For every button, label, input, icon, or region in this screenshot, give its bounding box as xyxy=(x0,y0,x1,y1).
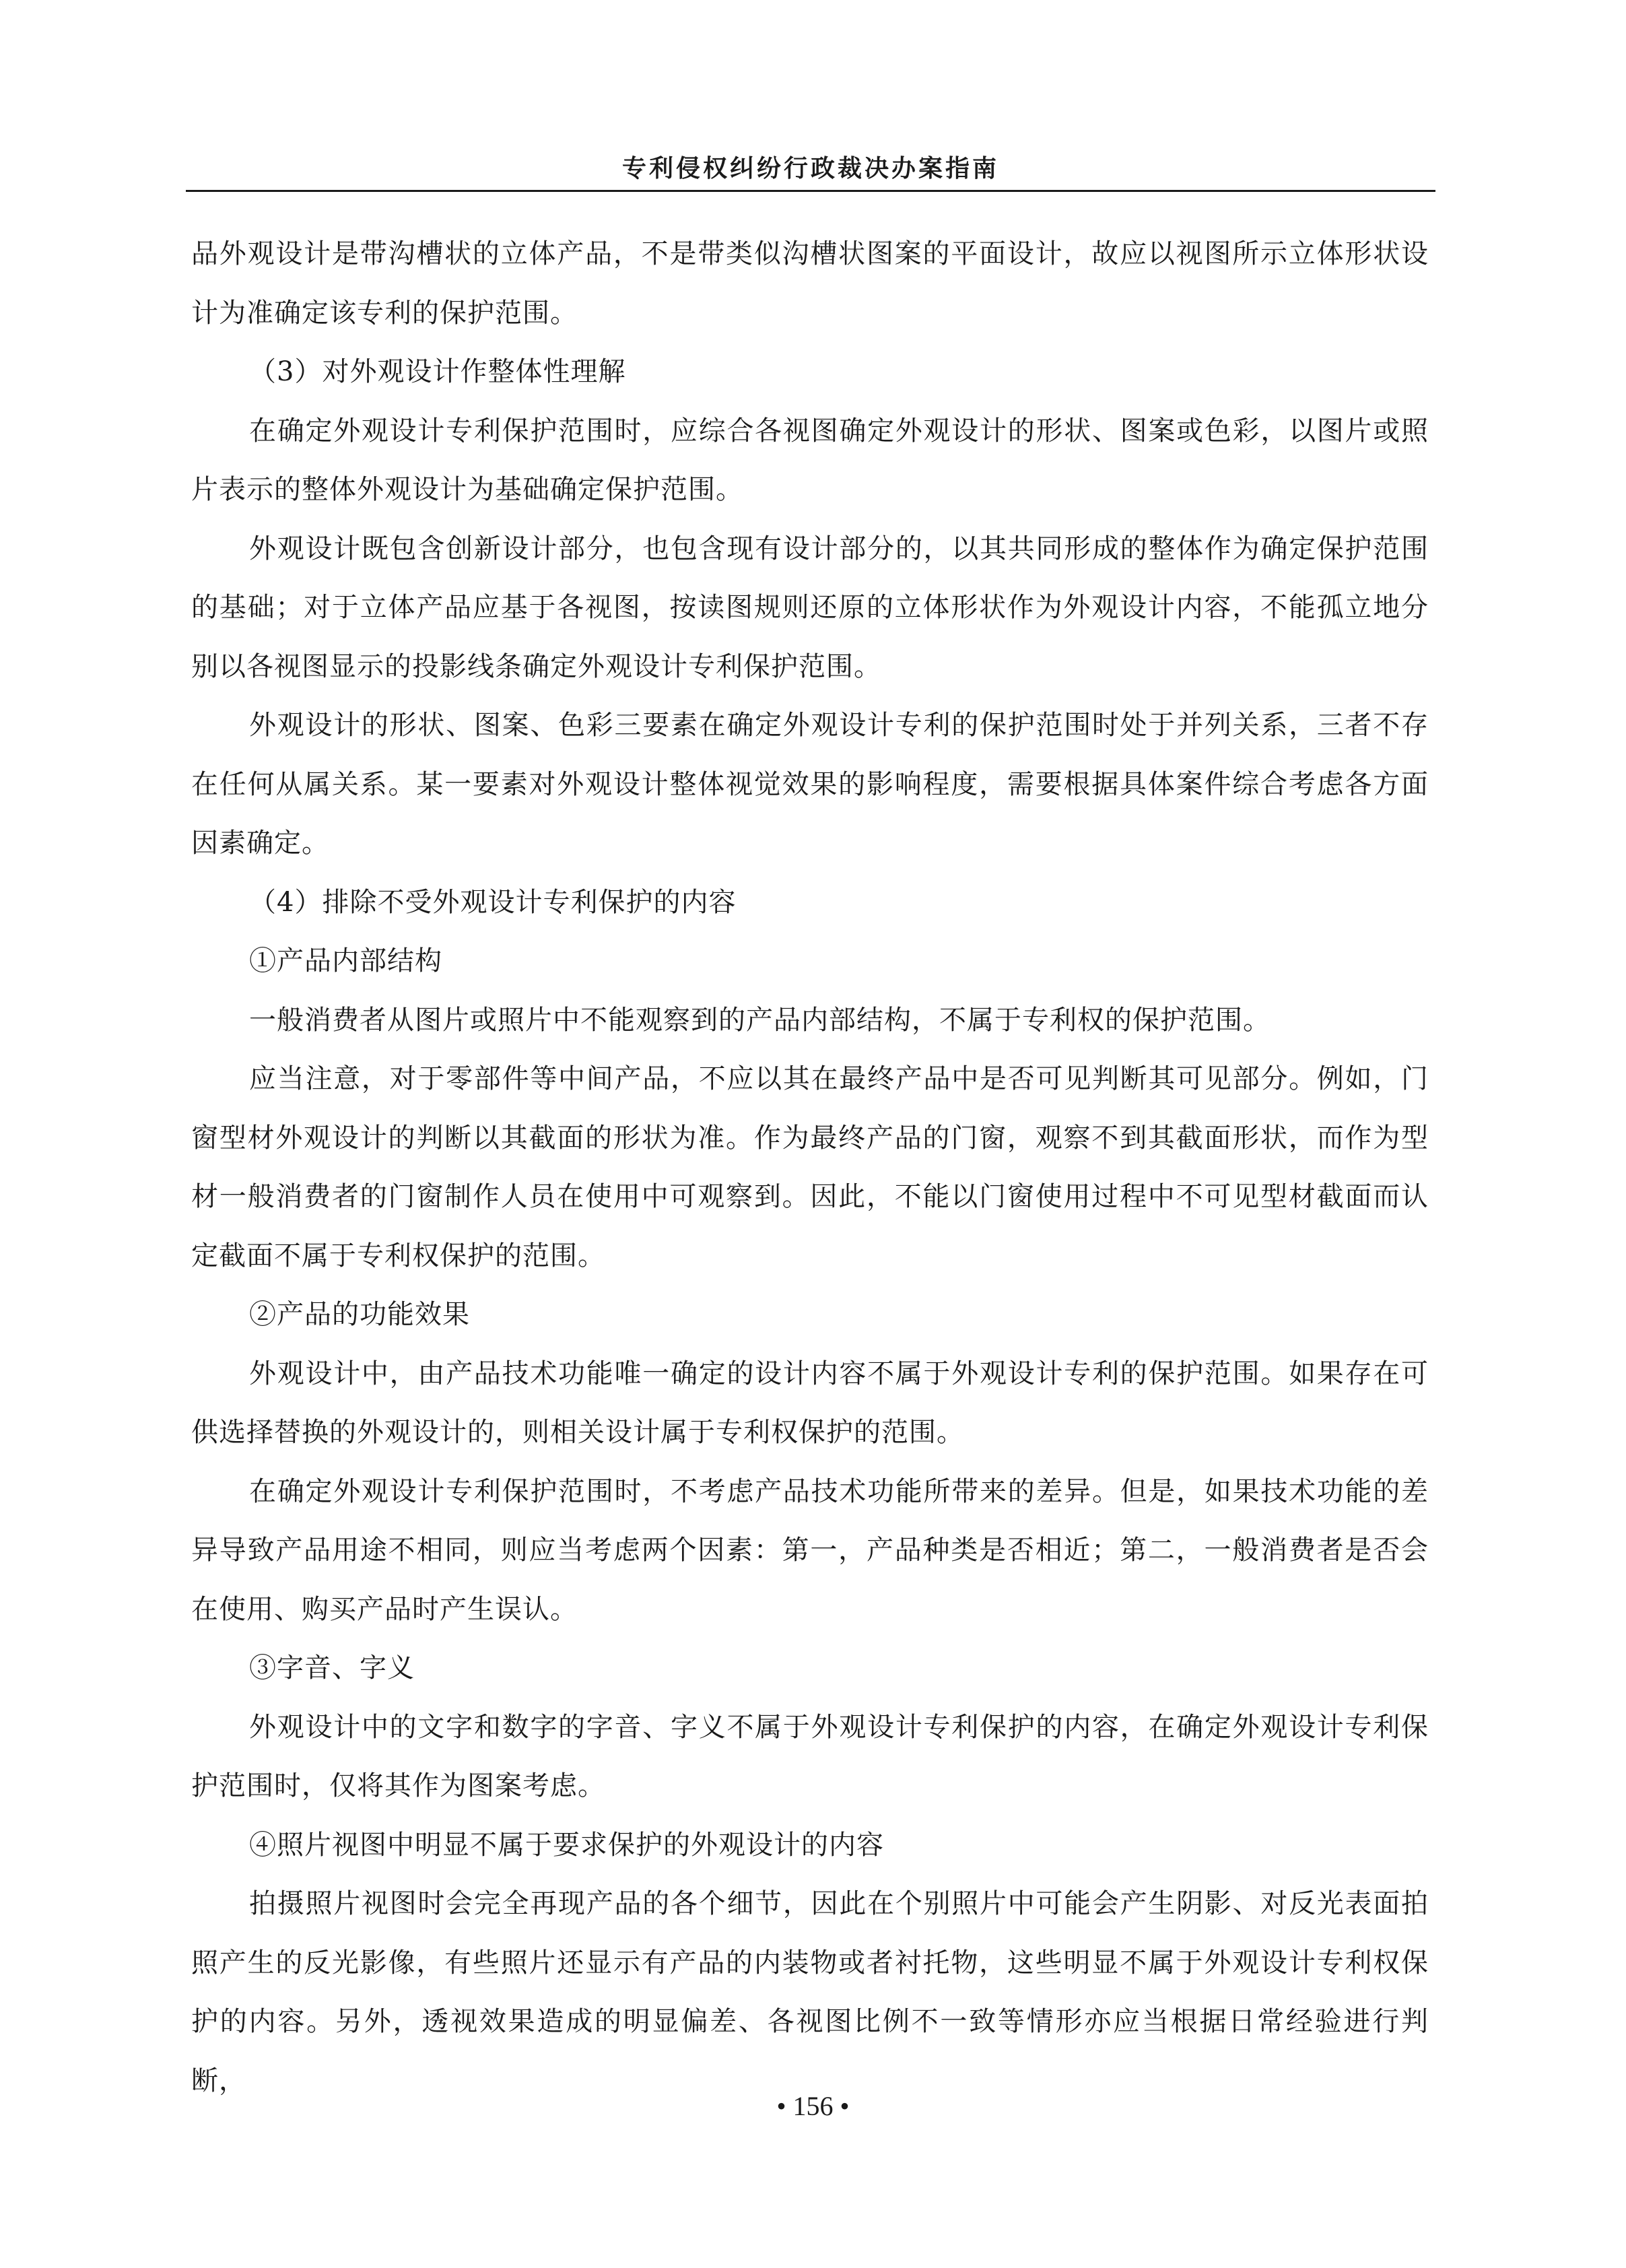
body-text xyxy=(191,225,1429,2110)
paragraph: 外观设计既包含创新设计部分，也包含现有设计部分的，以其共同形成的整体作为确定保护范围的基础；对于立体产品应基于各视图，按读图规则还原的立体形状作为外观设计内容，不能孤立地分别以各视图显示的投影线条确定外观设计专利保护范围。 xyxy=(191,533,1429,682)
paragraph: 一般消费者从图片或照片中不能观察到的产品内部结构，不属于专利权的保护范围。 xyxy=(249,1004,1271,1036)
header-rule xyxy=(186,190,1435,192)
paragraph: 拍摄照片视图时会完全再现产品的各个细节，因此在个别照片中可能会产生阴影、对反光表面拍照产生的反光影像，有些照片还显示有产品的内装物或者衬托物，这些明显不属于外观设计专利权保护的内容。另外，透视效果造成的明显偏差、各视图比例不一致等情形亦应当根据日常经验进行判断， xyxy=(191,1888,1429,2096)
paragraph: 外观设计中的文字和数字的字音、字义不属于外观设计专利保护的内容，在确定外观设计专利保护范围时，仅将其作为图案考虑。 xyxy=(191,1711,1429,1801)
paragraph: 外观设计的形状、图案、色彩三要素在确定外观设计专利的保护范围时处于并列关系，三者不存在任何从属关系。某一要素对外观设计整体视觉效果的影响程度，需要根据具体案件综合考虑各方面因素确定。 xyxy=(191,710,1429,859)
subsection-heading: ③字音、字义 xyxy=(249,1653,415,1683)
paragraph: 品外观设计是带沟槽状的立体产品，不是带类似沟槽状图案的平面设计，故应以视图所示立体形状设计为准确定该专利的保护范围。 xyxy=(191,238,1429,329)
section-heading: （3）对外观设计作整体性理解 xyxy=(249,356,626,387)
section-heading: （4）排除不受外观设计专利保护的内容 xyxy=(249,886,737,918)
subsection-heading: ②产品的功能效果 xyxy=(249,1299,470,1330)
running-header: 专利侵权纠纷行政裁决办案指南 xyxy=(621,154,999,182)
page-number: • 156 • xyxy=(776,2091,850,2121)
subsection-heading: ④照片视图中明显不属于要求保护的外观设计的内容 xyxy=(249,1829,884,1861)
paragraph: 在确定外观设计专利保护范围时，不考虑产品技术功能所带来的差异。但是，如果技术功能的差异导致产品用途不相同，则应当考虑两个因素：第一，产品种类是否相近；第二，一般消费者是否会在使用、购买产品时产生误认。 xyxy=(191,1475,1429,1625)
paragraph: 外观设计中，由产品技术功能唯一确定的设计内容不属于外观设计专利的保护范围。如果存在可供选择替换的外观设计的，则相关设计属于专利权保护的范围。 xyxy=(191,1358,1429,1448)
paragraph: 在确定外观设计专利保护范围时，应综合各视图确定外观设计的形状、图案或色彩，以图片或照片表示的整体外观设计为基础确定保护范围。 xyxy=(191,415,1429,505)
subsection-heading: ①产品内部结构 xyxy=(249,945,442,976)
paragraph: 应当注意，对于零部件等中间产品，不应以其在最终产品中是否可见判断其可见部分。例如，门窗型材外观设计的判断以其截面的形状为准。作为最终产品的门窗，观察不到其截面形状，而作为型材一般消费者的门窗制作人员在使用中可观察到。因此，不能以门窗使用过程中不可见型材截面而认定截面不属于专利权保护的范围。 xyxy=(191,1063,1429,1271)
